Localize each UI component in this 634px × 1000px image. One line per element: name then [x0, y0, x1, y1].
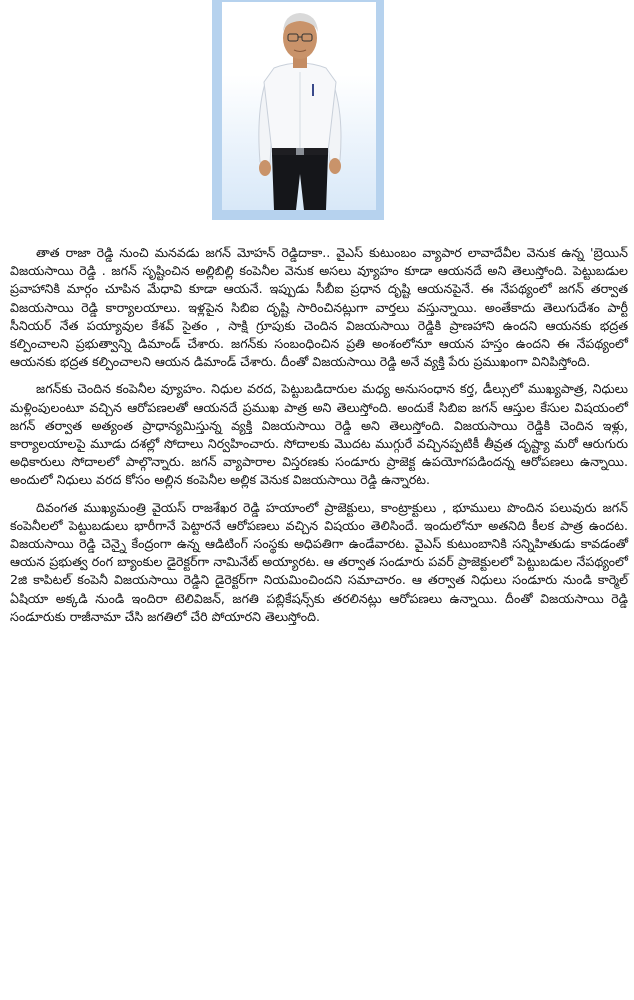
- person-illustration: [222, 2, 376, 210]
- article-paragraph-2: జగన్‌కు చెందిన కంపెనీల వ్యూహం. నిధుల వరద, పెట్టుబడిదారుల మధ్య అనుసంధాన కర్త, డీల్సులో ముఖ్యపాత్ర, నిధులు మళ్లింపులంటూ వచ్చిన ఆరోపణలతో ఆయనదే ప్రముఖ పాత్ర అని తెలుస్తోంది. అందుకే సిబిఐ జగన్ ఆస్తుల కేసుల విషయంలో జగన్ తర్వాత అత్యంత ప్రాధాన్యమిస్తున్న వ్యక్తి విజయసాయి రెడ్డి అని తెలుస్తోంది. విజయసాయి రెడ్డికి చెందిన ఇళ్లు, కార్యాలయాలపై మూడు దశల్లో సోదాలు నిర్వహించారు. సోదాలకు మొదట ముగ్గురే వచ్చినప్పటికీ తీవ్రత దృష్ట్యా మరో ఆరుగురు అధికారులు సోదాలలో పాల్గొన్నారు. జగన్ వ్యాపారాల విస్తరణకు సండూరు ప్రాజెక్ట ఉపయోగపడిందన్న ఆరోపణలు ఉన్నాయి. అందులో నిధులు వరద కోసం అల్లిన కంపెనీల అల్లిక వెనుక విజయసాయి రెడ్డి ఉన్నారట.: [10, 381, 628, 488]
- article-paragraph-3: దివంగత ముఖ్యమంత్రి వైయస్ రాజశేఖర రెడ్డి హయాంలో ప్రాజెక్టులు, కాంట్రాక్టులు , భూములు పొందిన పలువురు జగన్ కంపెనీలలో పెట్టుబడులు భారీగానే పెట్టారనే ఆరోపణలు వచ్చిన విషయం తెలిసిందే. ఇందులోనూ అతనిది కీలక పాత్ర ఉందట. విజయసాయి రెడ్డి చెన్నై కేంద్రంగా ఉన్న ఆడిటింగ్ సంస్థకు అధిపతిగా ఉండేవారట. వైఎస్ కుటుంబానికి సన్నిహితుడు కావడంతో ఆయన ప్రభుత్వ రంగ బ్యాంకుల డైరెక్టర్‌గా నామినేట్ అయ్యారట. ఆ తర్వాత సండూరు పవర్ ప్రాజెక్టులలో పెట్టుబడుల నేపథ్యంలో 2జి కాపిటల్ కంపెనీ విజయసాయి రెడ్డిని డైరెక్టర్‌గా నియమించిందని సమాచారం. ఆ తర్వాత నిధులు సండూరు నుండి కార్మెల్ ఏషియా అక్కడి నుండి ఇందిరా టెలివిజన్, జగతి పబ్లికేషన్స్‌కు తరలినట్లు ఆరోపణలు ఉన్నాయి. దీంతో విజయసాయి రెడ్డి సండూరుకు రాజీనామా చేసి జగతిలో చేరి పోయారని తెలుస్తోంది.: [10, 499, 628, 624]
- article-body: [10, 244, 628, 635]
- article-paragraph-1: తాత రాజా రెడ్డి నుంచి మనవడు జగన్ మోహన్ రెడ్డిదాకా.. వైఎస్ కుటుంబం వ్యాపార లావాదేవీల వెనుక ఉన్న 'బ్రెయిన్ విజయసాయి రెడ్డి . జగన్ సృష్టించిన అల్లిబిల్లి కంపెనీల వెనుక అసలు వ్యూహం కూడా ఆయనదే అని తెలుస్తోంది. పెట్టుబడుల ప్రవాహానికి మార్గం చూపిన మేధావి కూడా ఆయనే. ఇప్పుడు సీబీఐ ప్రధాన దృష్టి ఆయనపైనే. ఈ నేపథ్యంలో జగన్ తర్వాత విజయసాయి రెడ్డి కార్యాలయాలు. ఇళ్లపైన సిబిఐ దృష్టి సారించినట్లుగా వార్తలు వస్తున్నాయి. అంతేకాదు తెలుగుదేశం పార్టీ సీనియర్ నేత పయ్యావుల కేశవ్ సైతం , సాక్షి గ్రూపుకు చెందిన విజయసాయి రెడ్డికి ప్రాణహాని ఉందని ఆయనకు భద్రత కల్పించాలని ప్రభుత్వాన్ని డిమాండ్ చేశారు. జగన్‌కు సంబంధించిన ప్రతి అంశంలోనూ ఆయన హస్తం ఉందని ఈ నేపథ్యంలో ఆయనకు భద్రత కల్పించాలని ఆయన డిమాండ్ చేశారు. దీంతో విజయసాయి రెడ్డి అనే వ్యక్తి పేరు ప్రముఖంగా వినిపిస్తోంది.: [10, 245, 628, 370]
- portrait-photo: [222, 2, 376, 210]
- photo-frame: [212, 0, 384, 220]
